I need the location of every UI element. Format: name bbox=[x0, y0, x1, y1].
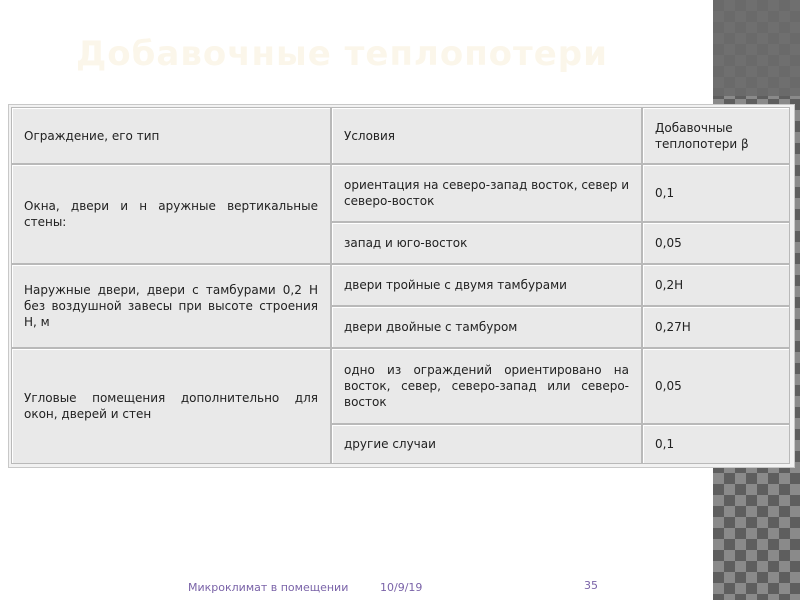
value-cell bbox=[642, 348, 790, 424]
condition-cell bbox=[331, 222, 642, 264]
condition-text: запад и юго-восток bbox=[344, 236, 468, 250]
side-pattern-band bbox=[713, 0, 800, 96]
value-cell bbox=[642, 424, 790, 464]
slide-title: Добавочные теплопотери bbox=[76, 34, 608, 74]
condition-text: двери тройные с двумя тамбурами bbox=[344, 278, 567, 292]
value-text: 0,05 bbox=[655, 379, 682, 393]
footer-date: 10/9/19 bbox=[380, 581, 423, 594]
value-text: 0,1 bbox=[655, 437, 675, 451]
header-cell-conditions bbox=[331, 107, 642, 164]
value-cell bbox=[642, 306, 790, 348]
condition-text: одно из ограждений ориентировано на восток, север, северо-запад или северо-восток bbox=[344, 363, 629, 409]
condition-cell bbox=[331, 264, 642, 306]
group-type-text: Наружные двери, двери с тамбурами 0,2 Н без воздушной завесы при высоте строения Н, м bbox=[24, 283, 318, 329]
group-type-cell bbox=[11, 348, 331, 464]
condition-text: другие случаи bbox=[344, 437, 436, 451]
group-type-text: Угловые помещения дополнительно для окон, дверей и стен bbox=[24, 391, 318, 421]
condition-cell bbox=[331, 164, 642, 222]
value-text: 0,05 bbox=[655, 236, 682, 250]
group-type-cell bbox=[11, 264, 331, 348]
header-cell-additional-loss bbox=[642, 107, 790, 164]
header-text: Ограждение, его тип bbox=[24, 128, 160, 143]
value-text: 0,27Н bbox=[655, 320, 691, 334]
value-cell bbox=[642, 264, 790, 306]
header-cell-enclosure-type bbox=[11, 107, 331, 164]
value-cell bbox=[642, 222, 790, 264]
condition-cell bbox=[331, 424, 642, 464]
condition-cell bbox=[331, 348, 642, 424]
condition-text: двери двойные с тамбуром bbox=[344, 320, 518, 334]
value-cell bbox=[642, 164, 790, 222]
group-type-text: Окна, двери и н аружные вертикальные стены: bbox=[24, 199, 318, 229]
condition-text: ориентация на северо-запад восток, север и северо-восток bbox=[344, 178, 629, 208]
footer-title: Микроклимат в помещении bbox=[188, 581, 349, 594]
group-type-cell bbox=[11, 164, 331, 264]
value-text: 0,2Н bbox=[655, 278, 684, 292]
header-text: Добавочные теплопотери β bbox=[655, 120, 749, 151]
condition-cell bbox=[331, 306, 642, 348]
value-text: 0,1 bbox=[655, 186, 675, 200]
footer-page-number: 35 bbox=[584, 579, 598, 592]
heat-loss-table bbox=[8, 104, 795, 468]
header-text: Условия bbox=[344, 128, 396, 143]
